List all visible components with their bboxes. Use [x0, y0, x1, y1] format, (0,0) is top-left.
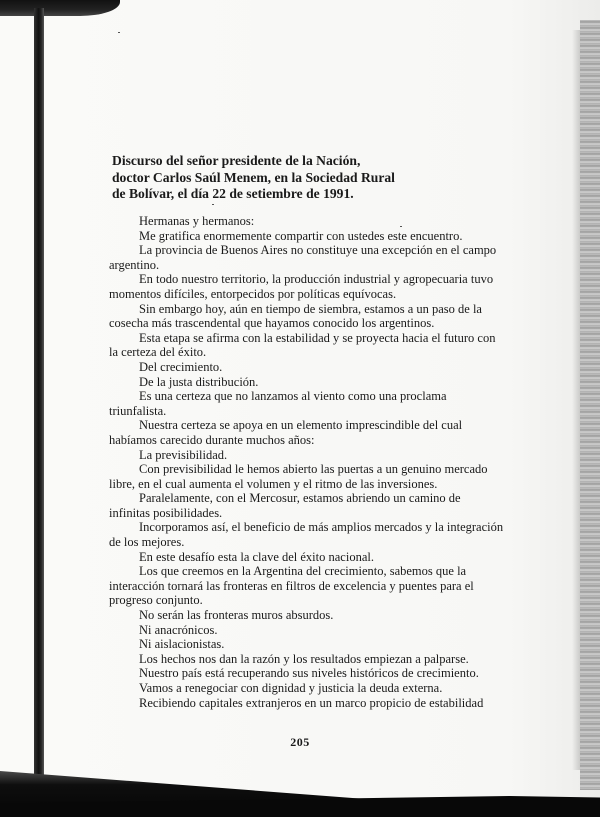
- paragraph: No serán las fronteras muros absurdos.: [139, 608, 334, 623]
- page-edge-shadow: [572, 30, 580, 770]
- binding-shadow-left: [34, 8, 44, 783]
- paragraph: Recibiendo capitales extranjeros en un marco propicio de estabilidad: [139, 695, 484, 710]
- paragraph: Nuestra certeza se apoya en un elemento imprescindible del cual habíamos carecido durante muchos años:: [109, 418, 463, 447]
- paragraph: Nuestro país está recuperando sus niveles históricos de crecimiento.: [139, 666, 479, 681]
- paragraph: En este desafío esta la clave del éxito nacional.: [139, 549, 374, 564]
- paragraph: Los que creemos en la Argentina del crecimiento, sabemos que la interacción tornará las fronteras en filtros de excelencia y puentes para el progreso conjunto.: [109, 564, 474, 608]
- paragraph: Ni anacrónicos.: [139, 622, 218, 637]
- paragraph: De la justa distribución.: [139, 374, 259, 389]
- paragraph: Ni aislacionistas.: [139, 637, 225, 652]
- paragraph: Sin embargo hoy, aún en tiempo de siembra, estamos a un paso de la cosecha más trascendental que hayamos conocido los argentinos.: [109, 301, 482, 331]
- paragraph: Paralelamente, con el Mercosur, estamos abriendo un camino de infinitas posibilidades.: [109, 491, 461, 520]
- page-number: 205: [290, 735, 310, 749]
- paragraph: Esta etapa se afirma con la estabilidad y se proyecta hacia el futuro con la certeza del éxito.: [109, 330, 496, 360]
- speech-body: [109, 214, 504, 710]
- page-edge-right: [580, 20, 600, 790]
- title-line: de Bolívar, el día 22 de setiembre de 1991.: [112, 186, 354, 201]
- title-line: doctor Carlos Saúl Menem, en la Sociedad Rural: [112, 169, 395, 185]
- paragraph: Del crecimiento.: [139, 359, 223, 374]
- paragraph: Los hechos nos dan la razón y los resultados empiezan a palparse.: [139, 651, 469, 666]
- binding-shadow-top: [0, 0, 120, 16]
- speech-title: [112, 153, 492, 203]
- paragraph: Incorporamos así, el beneficio de más amplios mercados y la integración de los mejores.: [109, 520, 504, 550]
- scan-speck: [118, 32, 120, 33]
- paragraph: Me gratifica enormemente compartir con ustedes este encuentro.: [139, 228, 463, 243]
- paragraph: La previsibilidad.: [139, 447, 228, 462]
- scan-speck: [212, 204, 214, 205]
- paragraph: En todo nuestro territorio, la producción industrial y agropecuaria tuvo momentos difíciles, entorpecidos por políticas equívocas.: [109, 272, 494, 301]
- paragraph: La provincia de Buenos Aires no constituye una excepción en el campo argentino.: [109, 243, 497, 272]
- title-line: Discurso del señor presidente de la Nación,: [112, 153, 361, 168]
- paragraph: Hermanas y hermanos:: [139, 214, 255, 228]
- paragraph: Vamos a renegociar con dignidad y justicia la deuda externa.: [139, 681, 443, 695]
- paragraph: Es una certeza que no lanzamos al viento como una proclama triunfalista.: [109, 389, 447, 418]
- paragraph: Con previsibilidad le hemos abierto las puertas a un genuino mercado libre, en el cual aumenta el volumen y el ritmo de las inversiones.: [109, 462, 488, 491]
